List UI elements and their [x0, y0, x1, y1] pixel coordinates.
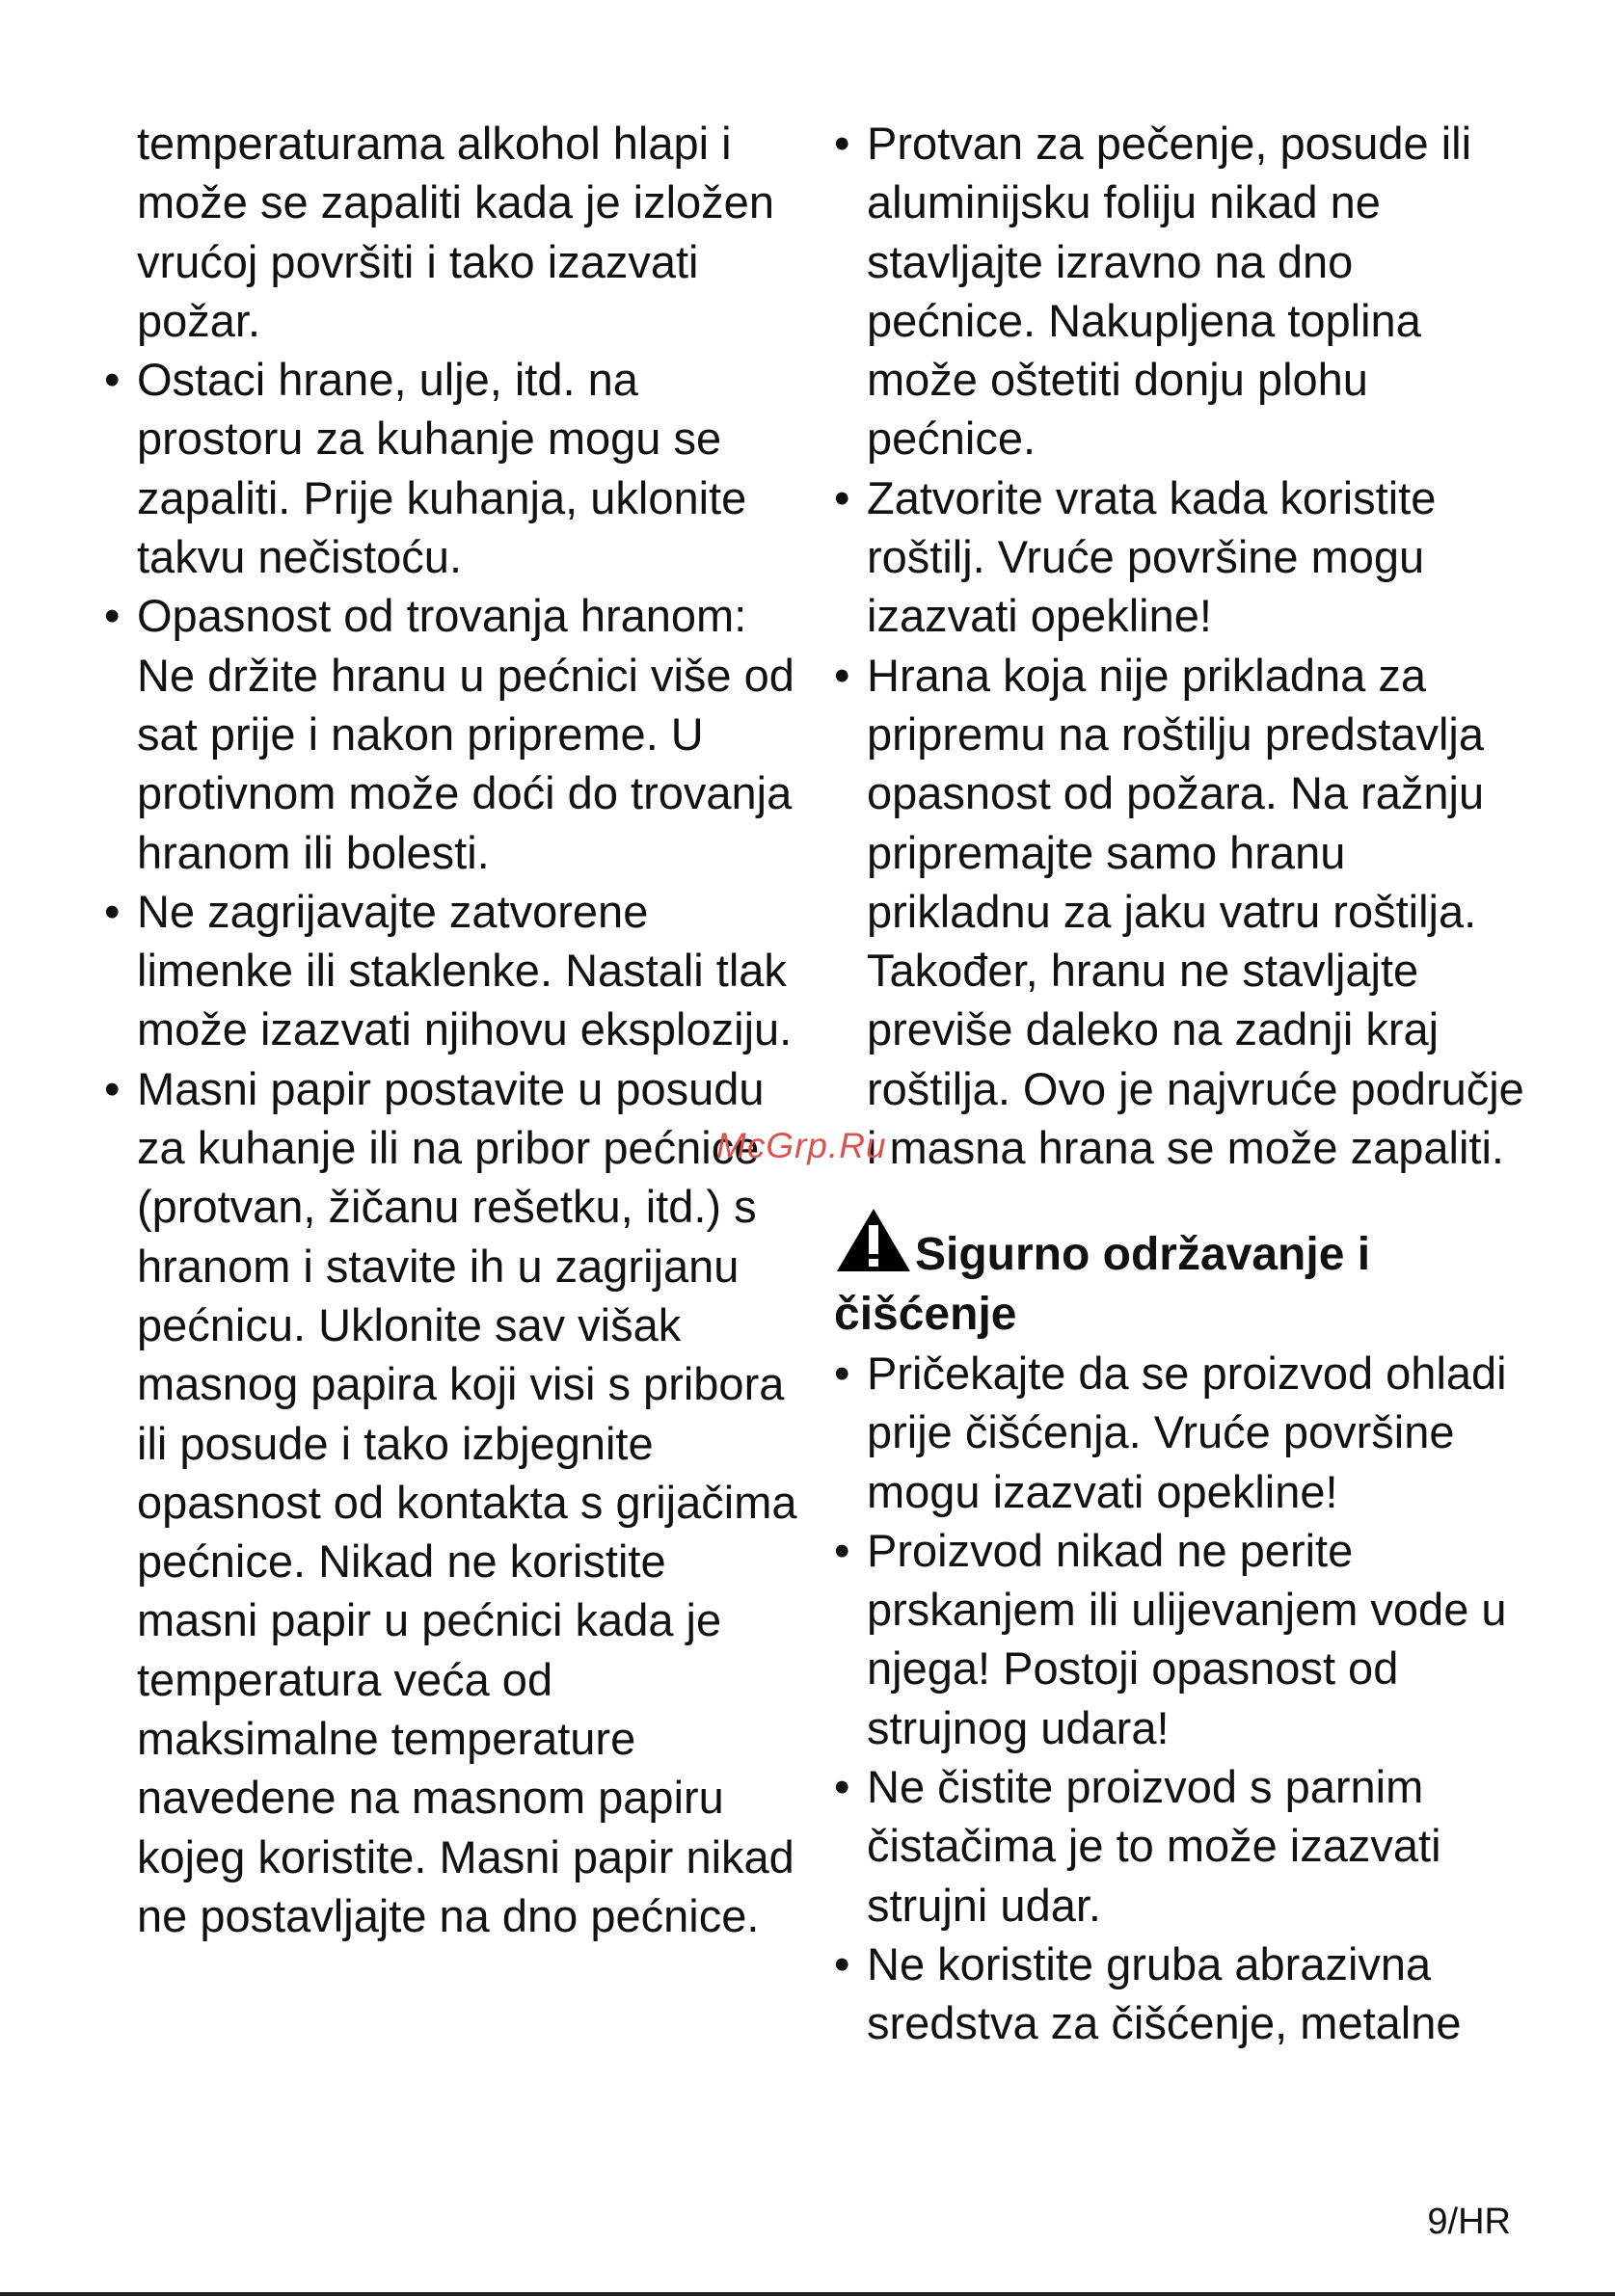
bottom-divider: [0, 2292, 1615, 2296]
list-item: • Ne čistite proizvod s parnim čistačima je to može izazvati strujni udar.: [834, 1757, 1528, 1935]
list-item: • Masni papir postavite u posudu za kuhanje ili na pribor pećnice (protvan, žičanu rešetku, itd.) s hranom i stavite ih u zagrijanu pećnicu. Uklonite sav višak masnog papira koji visi s pribora ili posude i tako izbjegnite opasnost od kontakta s grijačima pećnice. Nikad ne koristite masni papir u pećnici kada je temperatura veća od maksimalne temperature navedene na masnom papiru kojeg koristite. Masni papir nikad ne postavljajte na dno pećnice.: [104, 1059, 798, 1945]
list-item: • Ne zagrijavajte zatvorene limenke ili staklenke. Nastali tlak može izazvati njihovu eksploziju.: [104, 882, 798, 1059]
left-column: [104, 114, 798, 1945]
list-item: • Ne koristite gruba abrazivna sredstva za čišćenje, metalne: [834, 1935, 1528, 2053]
page-number: 9/HR: [1427, 2202, 1511, 2242]
list-item: • Proizvod nikad ne perite prskanjem ili ulijevanjem vode u njega! Postoji opasnost od strujnog udara!: [834, 1521, 1528, 1757]
section-heading-text: Sigurno održavanje i čišćenje: [834, 1229, 1371, 1340]
list-item: • Protvan za pečenje, posude ili aluminijsku foliju nikad ne stavljajte izravno na dno pećnice. Nakupljena toplina može oštetiti donju plohu pećnice.: [834, 114, 1528, 468]
list-item: • Zatvorite vrata kada koristite roštilj. Vruće površine mogu izazvati opekline!: [834, 468, 1528, 646]
list-item: • Pričekajte da se proizvod ohladi prije čišćenja. Vruće površine mogu izazvati opekline!: [834, 1344, 1528, 1521]
watermark: McGrp.Ru: [716, 1126, 887, 1165]
right-column: [834, 114, 1528, 2053]
list-item: • Ostaci hrane, ulje, itd. na prostoru za kuhanje mogu se zapaliti. Prije kuhanja, uklonite takvu nečistoću.: [104, 350, 798, 586]
section-heading: [834, 1206, 1528, 1344]
warning-triangle-icon: [834, 1206, 913, 1275]
continuation-paragraph: temperaturama alkohol hlapi i može se zapaliti kada je izložen vrućoj površiti i tako izazvati požar.: [137, 118, 774, 346]
list-item: • Hrana koja nije prikladna za pripremu na roštilju predstavlja opasnost od požara. Na ražnju pripremajte samo hranu prikladnu za jaku vatru roštilja. Također, hranu ne stavljajte previše daleko na zadnji kraj roštilja. Ovo je najvruće područje i masna hrana se može zapaliti.: [834, 646, 1528, 1178]
list-item: • Opasnost od trovanja hranom: Ne držite hranu u pećnici više od sat prije i nakon pripreme. U protivnom može doći do trovanja hranom ili bolesti.: [104, 586, 798, 881]
